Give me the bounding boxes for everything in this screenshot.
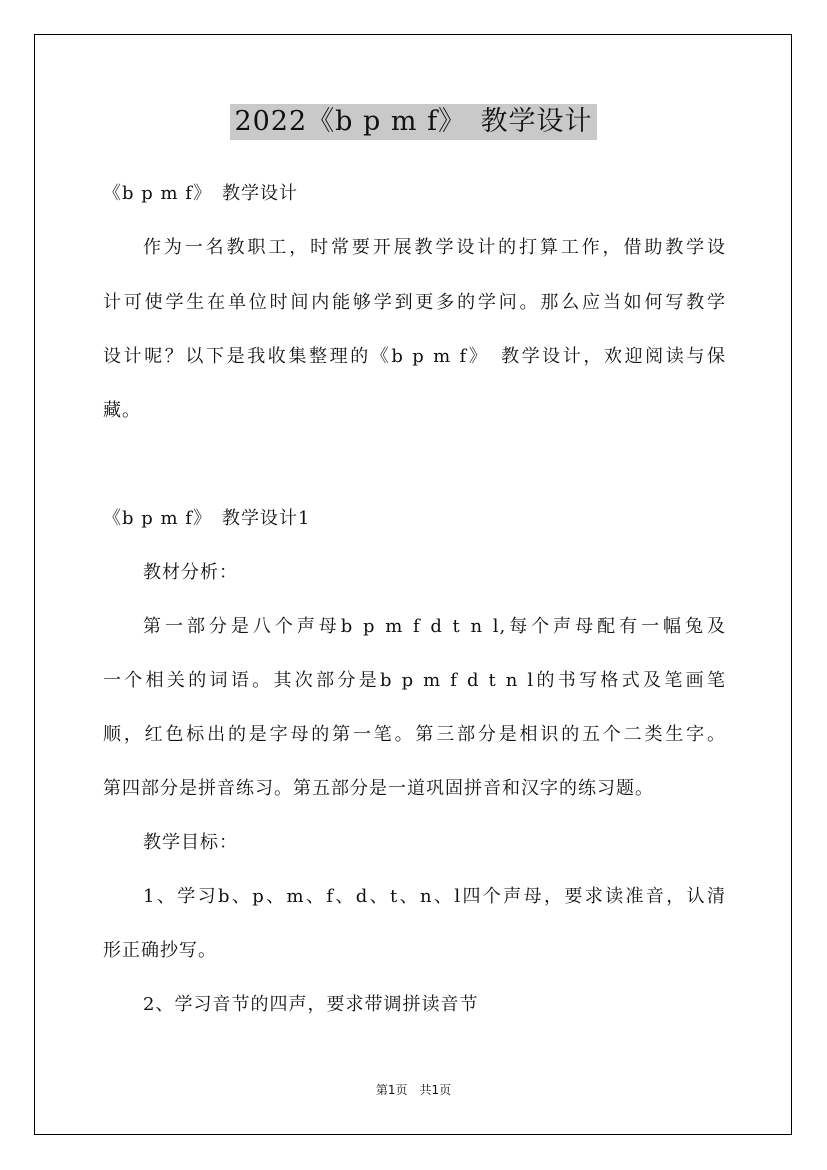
list-item-line: 形正确抄写。 [103, 940, 217, 961]
subsection-heading: 教学目标： [143, 832, 238, 853]
document-title: 2022《b p m f》 教学设计 [230, 104, 596, 140]
list-item-line: 2、学习音节的四声，要求带调拼读音节 [143, 994, 479, 1015]
paragraph-line: 顺，红色标出的是字母的第一笔。第三部分是相识的五个二类生字。 [103, 724, 726, 745]
subsection-heading: 教材分析： [143, 562, 238, 583]
paragraph-line: 一个相关的词语。其次部分是b p m f d t n l的书写格式及笔画笔 [103, 670, 726, 691]
paragraph-line: 作为一名教职工，时常要开展教学设计的打算工作，借助教学设 [143, 237, 726, 258]
list-item-line: 1、学习b、p、m、f、d、t、n、l四个声母，要求读准音，认清 [143, 886, 726, 907]
paragraph-line: 设计呢？以下是我收集整理的《b p m f》 教学设计，欢迎阅读与保 [103, 346, 726, 367]
subtitle-line: 《b p m f》 教学设计 [103, 183, 298, 204]
paragraph-line: 第四部分是拼音练习。第五部分是一道巩固拼音和汉字的练习题。 [103, 778, 654, 799]
page-footer: 第1页 共1页 [375, 1083, 452, 1097]
section-heading: 《b p m f》 教学设计1 [103, 508, 311, 529]
paragraph-line: 藏。 [103, 400, 141, 421]
paragraph-line: 第一部分是八个声母b p m f d t n l,每个声母配有一幅兔及 [143, 616, 726, 637]
title-container [0, 104, 827, 140]
paragraph-line: 计可使学生在单位时间内能够学到更多的学问。那么应当如何写教学 [103, 292, 726, 313]
